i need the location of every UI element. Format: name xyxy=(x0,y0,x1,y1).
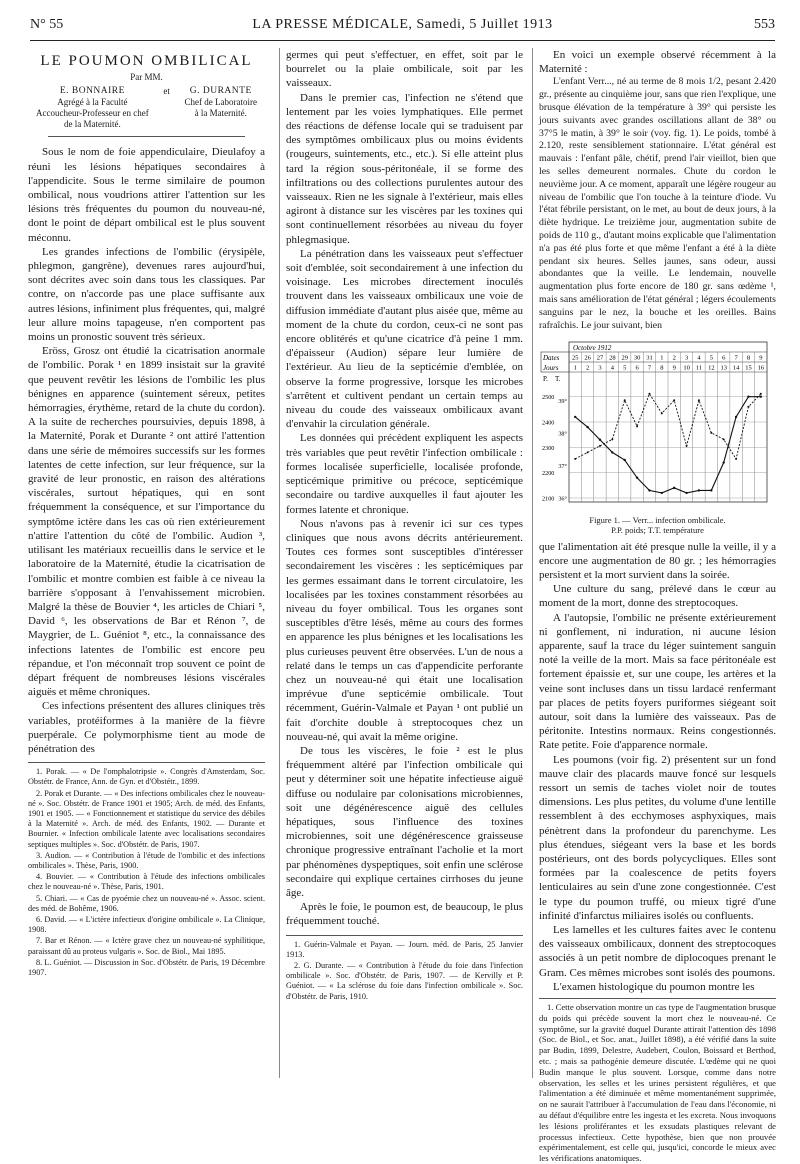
chart-temp-tick: 38° xyxy=(558,430,567,438)
footnote: 2. G. Durante. — « Contribution à l'étude du foie dans l'infection ombilicale ». Soc. d'Obstétr. de Paris, 1907. — de Kervilly et P. Guéniot. — « La sclérose du foie dans l'infection ombilicale ». Soc. d'Obstétr. de Paris, 1910. xyxy=(286,961,523,1001)
chart-date-label: 28 xyxy=(609,354,616,362)
chart-temp-tick: 37° xyxy=(558,463,567,471)
footnotes xyxy=(286,935,523,1002)
chart-point-temp xyxy=(747,406,749,408)
chart-point-weight xyxy=(710,490,712,492)
paragraph: L'examen histologique du poumon montre les xyxy=(553,980,755,993)
paragraph: Les grandes infections de l'ombilic (érysipèle, phlegmon, gangrène), devenues rares aujourd'hui, sont décrites avec soin dans tous les classiques. Par contre, on n'accorde pas une place suffisante aux autres lésions, infiniment plus fréquentes, qui, malgré leur allure moins tapageuse, n'en comportent pas moins un pronostic souvent très sérieux. xyxy=(28,245,265,344)
paragraph: A l'autopsie, l'ombilic ne présente extérieurement ni gonflement, ni induration, ni aucune lésion apparente, sauf la trace du léger suintement sanguin noté la veille de la mort. Mais sa face péritonéale est fortement épaissie et, sur une coupe, les artères et la veine sont incluses dans un tissu lardacé renfermant par places de petits foyers puriformes siégeant soit autour, soit dans la lumière des vaisseaux. Pas de péritonite. Intestins normaux. Reins congestionnés. Rate petite. Foie d'apparence normale. xyxy=(539,611,776,752)
caption-line-1: Figure 1. — Verr... infection ombilicale. xyxy=(589,514,726,525)
paragraph: germes qui peut s'effectuer, en effet, soit par le bourrelet ou la plaie ombilicale, soit par les vaisseaux. xyxy=(286,49,523,90)
chart-point-weight xyxy=(735,416,737,418)
chart-point-temp xyxy=(723,439,725,441)
paragraph: Une culture du sang, prélevé dans le cœur au moment de la mort, donne des streptocoques. xyxy=(539,583,776,610)
chart-day-label: 15 xyxy=(745,364,752,372)
chart-point-weight xyxy=(611,452,613,454)
chart-day-label: 9 xyxy=(672,364,676,372)
chart-point-weight xyxy=(636,477,638,479)
paragraph: Ces infections présentent des allures cliniques très variables, protéiformes à la manière de la fièvre puerpérale. Ce polymorphisme tient au mode de pénétration des xyxy=(28,700,265,755)
author-conjunction: et xyxy=(163,86,170,97)
chart-day-label: 1 xyxy=(573,364,577,372)
chart-point-weight xyxy=(747,396,749,398)
chart-day-label: 4 xyxy=(610,364,614,372)
author-1-line1: Agrégé à la Faculté xyxy=(57,97,128,108)
case-report: L'enfant Verr..., né au terme de 8 mois 1/2, pesant 2.420 gr., présente au cinquième jour, sans que rien l'explique, une brusque élévation de la température à 39° qui persiste les jours suivants avec grandes oscillations allant de 38° ou 37°5 le matin, à 39° le soir (voy. fig. 1). Le poids, tombé à 2.120, reste sensiblement stationnaire. L'état général est mauvais : l'enfant pâle, chétif, prend l'air vieillot, bien que les selles demeurent normales. Chute du cordon le neuvième jour. A ce moment, apparaît une légère rougeur au niveau de l'ombilic que l'on touche à la teinture d'iode. Vu l'état fébrile persistant, on le met, au bout de deux jours, à la diète hydrique. Le treizième jour, augmentation subite de poids de 110 g., d'autant moins explicable que l'alimentation n'a pas été plus forte et que même l'enfant a été à la diète pendant six heures. Selles jaunes, sans odeur, aussi abondantes que la veille. Le lendemain, nouvelle augmentation plus forte encore de 180 gr. sans œdème ¹, mais sans amélioration de l'état général ; légers écoulements sanguins par le nez, la bouche et les oreilles. Bains rafraîchis. Le jour suivant, bien xyxy=(539,76,776,331)
author-1-line2: Accoucheur-Professeur en chef xyxy=(36,108,149,119)
paragraph: Dans le premier cas, l'infection ne s'étend que lentement par les voies lymphatiques. Elle permet des réactions de défense locale qui se traduisent par des symptômes ombilicaux plus ou moins évidents (rougeurs, suintements, etc., etc.). Si elle atteint plus tard la région sous-péritonéale, il se forme des infiltrations ou des collections purulentes autour des vaisseaux. Rien ne les signale à l'extérieur, mais elles agiront à distance sur les viscères par les toxines qui sont continuellement résorbées au niveau du foyer phlegmasique. xyxy=(286,91,523,246)
chart-axis-label-t: T. xyxy=(555,375,561,384)
chart-date-label: 30 xyxy=(633,354,641,362)
chart-point-weight xyxy=(574,416,576,418)
chart-point-weight xyxy=(698,490,700,492)
footnote: 8. L. Guéniot. — Discussion in Soc. d'Obstétr. de Paris, 19 Décembre 1907. xyxy=(28,957,265,977)
figure-caption xyxy=(539,515,776,536)
footnote: 6. David. — « L'ictère infectieux d'origine ombilicale ». La Clinique, 1908. xyxy=(28,914,265,935)
paragraph: La pénétration dans les vaisseaux peut s'effectuer soit d'emblée, soit secondairement à une infection du voisinage. Les microbes directement inoculés trouvent dans les vaisseaux ombilicaux une voie de diffusion immédiate d'autant plus aisée que, même au moment de la chute du cordon, ceux-ci ne sont pas encore oblitérés et qu'une cicatrice d'à peine 1 mm. d'épaisseur (Audion) sépare leur lumière de l'extérieur. Au lieu de la septicémie d'emblée, on observe la forme progressive, lorsque les microbes s'arrêtent et cultivent pendant un certain temps au niveau du coude des vaisseaux ombilicaux avant d'envahir la circulation générale. xyxy=(286,247,523,431)
author-2-line2: à la Maternité. xyxy=(194,108,247,119)
column-2 xyxy=(279,48,523,1078)
author-2-line1: Chef de Laboratoire xyxy=(184,97,257,108)
chart-day-label: 10 xyxy=(683,364,690,372)
chart-point-temp xyxy=(698,400,700,402)
paragraph: De tous les viscères, le foie ² est le plus fréquemment altéré par l'infection ombilicale qui peut y déterminer soit une hépatite infectieuse aiguë diffuse ou nodulaire par colonisations microbiennes, soit une dégénérescence aiguë des cellules hépatiques, sous l'influence des toxines microbiennes, soit une dégénérescence graisseuse chronique progressive entraînant l'acholie et la mort par phénomènes dyspeptiques, soit enfin une sclérose secondaire qui explique certaines cirrhoses du jeune âge. xyxy=(286,744,523,899)
chart-point-weight xyxy=(673,487,675,489)
author-2 xyxy=(185,86,257,130)
chart-day-label: 8 xyxy=(660,364,664,372)
chart-date-label: 6 xyxy=(722,354,726,362)
chart-row-label-dates: Dates xyxy=(543,354,560,363)
chart-point-temp xyxy=(574,458,576,460)
chart-date-label: 27 xyxy=(596,354,604,362)
paragraph: Les données qui précèdent expliquent les aspects très variables que peut revêtir l'infection ombilicale : formes localisée superficielle, localisée profonde, septicémique primitive ou précoce, septicémique secondaire ou tardive auxquelles il faut ajouter les formes latente et chronique. xyxy=(286,432,523,516)
chart-day-label: 14 xyxy=(732,364,740,372)
paragraph: Nous n'avons pas à revenir ici sur ces types cliniques que nous avons décrits antérieurement. Toutes ces formes sont susceptibles d'intéresser secondairement les viscères : les septicémiques par les germes essaimant dans le torrent circulatoire, les localisées par les toxines constamment résorbées au niveau du foyer ombilical. Tous les organes sont susceptibles d'être lésés, même au cours des formes en apparence les plus bénignes et les localisations les plus curieuses peuvent être observées. L'un de nous a relaté dans le temps un cas d'appendicite perforante chez un nouveau-né qui était une localisation imprévue d'une septicémie ombilicale. Tout récemment, Guérin-Valmale et Payan ¹ ont publié un fait d'orchite double à streptocoques chez un nouveau-né, qui avait la même origine. xyxy=(286,517,523,743)
chart-point-weight xyxy=(685,492,687,494)
chart-point-temp xyxy=(686,445,688,447)
column-1 xyxy=(28,48,265,1078)
paragraph: Les poumons (voir fig. 2) présentent sur un fond mauve clair des placards mauve foncé sur lesquels ressort un semis de taches violet noir de toutes dimensions. Les plus petites, du volume d'une lentille ressemblent à des ecchymoses asphyxiques, mais pénètrent dans la profondeur du parenchyme. Les plus étendues, siégeant vers la base et les bords postérieurs, ont des bords polycycliques. Elles sont formées par la coalescence de petits foyers lenticulaires au sein d'une zone congestionnée. C'est le type du poumon truffé, ou mieux tigré d'une infinité d'infarctus miliaires isolés ou confluents. xyxy=(539,753,776,922)
weight-temperature-chart xyxy=(539,338,771,506)
chart-row-label-jours: Jours xyxy=(543,364,559,373)
caption-line-2: P.P. poids; T.T. température xyxy=(611,525,704,536)
chart-weight-tick: 2200 xyxy=(542,470,555,478)
footnote: 5. Chiari. — « Cas de pyoémie chez un nouveau-né ». Assoc. scient. des méd. de Bohême, 1906. xyxy=(28,893,265,913)
footnote: 1. Guérin-Valmale et Payan. — Journ. méd. de Paris, 25 Janvier 1913. xyxy=(286,939,523,959)
authors-block xyxy=(28,86,265,130)
footnote: 2. Porak et Durante. — « Des infections ombilicales chez le nouveau-né ». Soc. Obstétr. de France 1901 et 1905; Arch. de méd. des Enfants, 1901 et 1905. — « Fonctionnement et statistique du service des débiles à la Maternité ». Arch. de méd. des Enfants, 1902. — Durante et Bournier. « Infection ombilicale latente avec localisations secondaires septiques multiples ». Soc. d'Obstétr. de Paris, 1907. xyxy=(28,788,265,849)
chart-point-temp xyxy=(611,439,613,441)
chart-date-label: 26 xyxy=(584,354,591,362)
footnote: 1. Porak. — « De l'omphalotripsie ». Congrès d'Amsterdam, Soc. Obstétr. de France, Ann. de Gyn. et d'Obstétr., 1899. xyxy=(28,767,265,787)
chart-point-weight xyxy=(722,462,724,464)
chart-date-label: 4 xyxy=(697,354,701,362)
chart-point-temp xyxy=(636,426,638,428)
chart-date-label: 2 xyxy=(672,354,676,362)
chart-day-label: 2 xyxy=(585,364,590,372)
chart-point-temp xyxy=(648,393,650,395)
chart-axis-label-p: P. xyxy=(543,375,548,384)
issue-number: N° 55 xyxy=(30,17,64,32)
author-2-name: G. DURANTE xyxy=(189,86,252,97)
chart-date-label: 3 xyxy=(684,354,689,362)
paragraph: En voici un exemple observé récemment à la Maternité : xyxy=(539,49,776,76)
footnote: 3. Audion. — « Contribution à l'étude de l'ombilic et des infections ombilicales ». Thèse, Paris, 1900. xyxy=(28,850,265,870)
footnote: 1. Cette observation montre un cas type de l'augmentation brusque du poids qui précède souvent la mort chez le nouveau-né. Ce symptôme, sur la gravité duquel Durante attirait l'attention dès 1898 (Soc. de Biol., et Soc. anat., Juillet 1898), a été vérifié dans la suite par Budin, 1899, Delestre, Audebert, Coulon, Boissard et Berthod, etc. ; mais sa pathogénie demeure discutée. L'œdème qui ne quoi Budin manque le plus souvent. Lorsque, comme dans notre observation, les selles et les urines persistent régulières, et que l'alimentation a été diminuée et même momentanément supprimée, on ne saurait l'attribuer à l'accumulation de l'eau dans l'économie, ni au défaut d'équilibre entre les ingesta et les excreta. Nous invoquons les lésions proliférantes et les exsudats plastiques relevant de processus infectieux. Cette hypothèse, bien que non prouvée expérimentalement, est celle qui, jusqu'ici, concorde le mieux avec les vérifications anatomiques. xyxy=(539,1002,776,1164)
paragraph: que l'alimentation ait été presque nulle la veille, il y a encore une augmentation de 80 gr. ; les hémorragies persistent et la mort survient dans la soirée. xyxy=(539,540,776,581)
chart-point-weight xyxy=(760,396,762,398)
chart-point-weight xyxy=(599,439,601,441)
page-number: 553 xyxy=(754,17,775,32)
paragraph: Les lamelles et les cultures faites avec le contenu des vaisseaux ombilicaux, donnent des streptocoques associés à un petit nombre de diplocoques prenant le Gram. Ces mêmes microbes sont isolés des poumons. xyxy=(539,924,776,979)
chart-weight-tick: 2300 xyxy=(542,445,555,453)
chart-point-temp xyxy=(661,413,663,415)
chart-point-temp xyxy=(587,452,589,454)
chart-day-label: 13 xyxy=(720,364,727,372)
footnote: 7. Bar et Rénon. — « Ictère grave chez un nouveau-né syphilitique, paraissant dû au proteus vulgaris ». Soc. de Biol., Mai 1895. xyxy=(28,936,265,956)
journal-title: LA PRESSE MÉDICALE, Samedi, 5 Juillet 1913 xyxy=(252,17,553,32)
chart-temp-tick: 36° xyxy=(558,495,567,503)
chart-point-weight xyxy=(661,492,663,494)
chart-point-temp xyxy=(673,400,675,402)
footnotes xyxy=(28,762,265,978)
chart-day-label: 3 xyxy=(598,364,602,372)
paragraph: Sous le nom de foie appendiculaire, Dieulafoy a réuni les lésions hépatiques secondaires à l'appendicite. Sous le terme similaire de poumon ombilical, nous voudrions attirer l'attention sur les lésions très fréquentes du poumon du nouveau-né, dont le point de départ ombilical est le plus souvent méconnu. xyxy=(28,146,265,244)
chart-point-weight xyxy=(623,459,625,461)
chart-weight-tick: 2100 xyxy=(542,495,555,503)
chart-point-temp xyxy=(599,445,601,447)
author-1-line3: de la Maternité. xyxy=(64,119,121,130)
chart-title: Octobre 1912 xyxy=(573,344,612,353)
footnotes xyxy=(539,998,776,1164)
chart-day-label: 7 xyxy=(647,364,652,372)
chart-date-label: 31 xyxy=(646,354,653,362)
page-header xyxy=(30,14,775,41)
chart-date-label: 25 xyxy=(571,354,579,362)
chart-day-label: 11 xyxy=(695,364,703,372)
chart-weight-tick: 2500 xyxy=(542,394,555,402)
author-1 xyxy=(36,86,149,130)
footnote: 4. Bouvier. — « Contribution à l'étude des infections ombilicales chez le nouveau-né ». Thèse, Paris, 1901. xyxy=(28,872,265,892)
chart-weight-tick: 2400 xyxy=(542,419,555,427)
column-3 xyxy=(532,48,776,1164)
paragraph: Après le foie, le poumon est, de beaucoup, le plus fréquemment touché. xyxy=(286,901,523,928)
chart-day-label: 5 xyxy=(623,364,627,372)
chart-date-label: 7 xyxy=(734,354,738,362)
chart-point-temp xyxy=(710,432,712,434)
chart-date-label: 29 xyxy=(621,354,628,362)
paragraph: Eröss, Grosz ont étudié la cicatrisation anormale de l'ombilic. Porak ¹ en 1899 insistait sur la gravité que peuvent revêtir les lésions de l'ombilic les plus bénignes en apparence (suintement séreux, petites hémorragies, érythème, retard de la chute du cordon). A la suite de recherches poursuivies, depuis 1898, à la Maternité, Porak et Durante ² ont attiré l'attention dans une série de mémoires successifs sur les formes latentes de cette infection, sur leur fréquence, sur la gravité de leur pronostic, en raison des altérations viscérales, surtout hépatiques, qui en sont fréquemment la conséquence, et sur l'importance du symptôme ictère dans les cas où rien extérieurement n'attire l'attention du côté de l'ombilic. Audion ³, utilisant les matériaux recueillis dans le service et le laboratoire de la Maternité, étudie la cicatrisation de l'ombilic et montre combien est faible à ce niveau la barrière s'opposant à l'envahissement microbien. Malgré la thèse de Bouvier ⁴, les articles de Chiari ⁵, David ⁶, les observations de Bar et Rénon ⁷, de Maygrier, de L. Guéniot ⁸, etc., la connaissance des infections latentes de l'ombilic est encore peu répandue, et l'on méconnaît trop souvent ce point de départ fréquent de nombreuses lésions viscérales aiguës et même chroniques. xyxy=(28,345,265,699)
article-title: LE POUMON OMBILICAL xyxy=(40,53,253,69)
chart-point-temp xyxy=(760,393,762,395)
chart-date-label: 9 xyxy=(759,354,763,362)
chart-point-weight xyxy=(586,426,588,428)
chart-date-label: 1 xyxy=(660,354,664,362)
chart-day-label: 6 xyxy=(635,364,639,372)
chart-day-label: 16 xyxy=(757,364,765,372)
title-rule xyxy=(48,136,245,137)
chart-point-temp xyxy=(624,400,626,402)
chart-point-weight xyxy=(648,490,650,492)
author-1-name: E. BONNAIRE xyxy=(59,86,125,97)
article-by: Par MM. xyxy=(130,72,163,83)
chart-date-label: 5 xyxy=(709,354,713,362)
chart-day-label: 12 xyxy=(708,364,715,372)
chart-temp-tick: 39° xyxy=(558,398,567,406)
figure-1 xyxy=(539,338,776,510)
chart-date-label: 8 xyxy=(746,354,751,362)
chart-point-temp xyxy=(735,458,737,460)
